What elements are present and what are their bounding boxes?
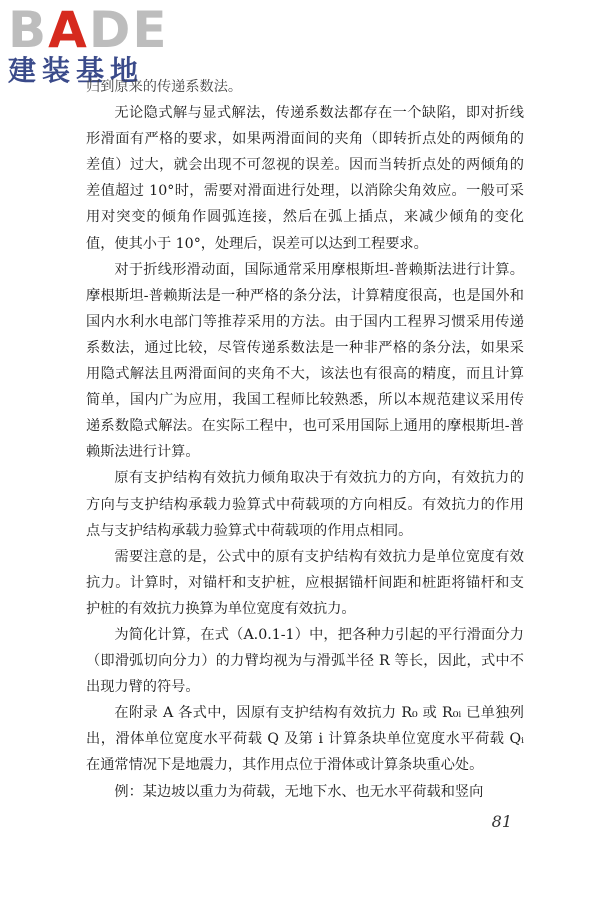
paragraph-transfer-coefficient-defect: 无论隐式解与显式解法，传递系数法都存在一个缺陷，即对折线形滑面有严格的要求，如果两滑面间的夹角（即转折点处的两倾角的差值）过大，就会出现不可忽视的误差。因而当转折点处的两倾角的差值超过 10°时，需要对滑面进行处理，以消除尖角效应。一般可采用对突变的倾角作圆弧连接，然后在弧上插点，来减少倾角的变化值，使其小于 10°，处理后，误差可以达到工程要求。 — [86, 105, 524, 252]
paragraph-morgenstern-price: 对于折线形滑动面，国际通常采用摩根斯坦-普赖斯法进行计算。摩根斯坦-普赖斯法是一种严格的条分法，计算精度很高，也是国外和国内水利水电部门等推荐采用的方法。由于国内工程界习惯采用传递系数法，通过比较，尽管传递系数法是一种非严格的条分法，如果采用隐式解法且两滑面间的夹角不大，该法也有很高的精度，而且计算简单，国内广为应用，我国工程师比较熟悉，所以本规范建议采用传递系数隐式解法。在实际工程中，也可采用国际上通用的摩根斯坦-普赖斯法进行计算。 — [86, 261, 524, 461]
paragraph-continuation: 归到原来的传递系数法。 — [86, 79, 243, 95]
page-body — [86, 74, 524, 805]
page-number: 81 — [491, 812, 512, 831]
logo-subtitle: 建装基地 — [8, 54, 145, 87]
paragraph-effective-resistance-direction: 原有支护结构有效抗力倾角取决于有效抗力的方向，有效抗力的方向与支护结构承载力验算式中荷载项的方向相反。有效抗力的作用点与支护结构承载力验算式中荷载项的作用点相同。 — [86, 470, 524, 539]
paragraph-simplified-calculation: 为简化计算，在式（A.0.1-1）中，把各种力引起的平行滑面分力（即滑弧切向分力）的力臂均视为与滑弧半径 R 等长，因此，式中不出现力臂的符号。 — [86, 626, 524, 696]
paragraph-unit-width-resistance: 需要注意的是，公式中的原有支护结构有效抗力是单位宽度有效抗力。计算时，对锚杆和支护桩，应根据锚杆间距和桩距将锚杆和支护桩的有效抗力换算为单位宽度有效抗力。 — [86, 548, 524, 617]
paragraph-example: 例：某边坡以重力为荷载，无地下水、也无水平荷载和竖向 — [114, 783, 484, 800]
paragraph-appendix-a: 在附录 A 各式中，因原有支护结构有效抗力 R₀ 或 R₀ᵢ 已单独列出，滑体单位宽度水平荷载 Q 及第 i 计算条块单位宽度水平荷载 Qᵢ 在通常情况下是地震力，其作用点位于滑体或计算条块重心处。 — [86, 705, 524, 774]
logo-mark: BADE — [8, 1, 169, 59]
